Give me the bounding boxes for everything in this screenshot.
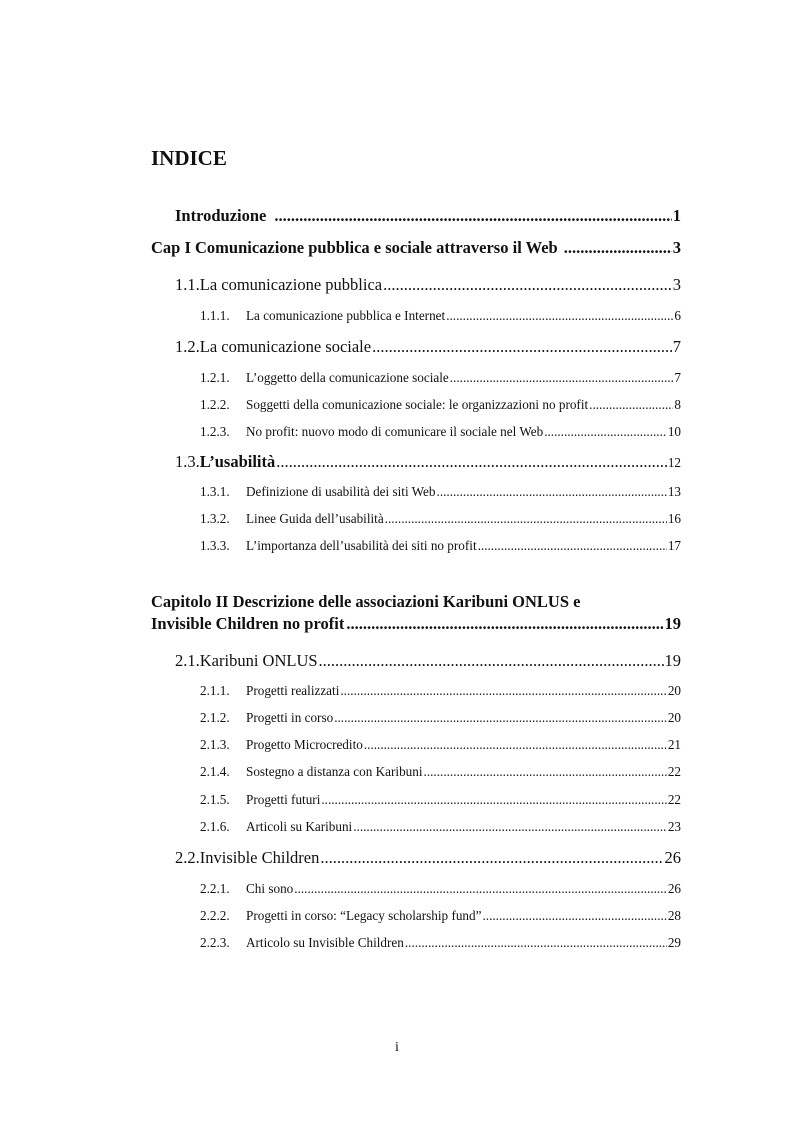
toc-entry-text: La comunicazione pubblica — [199, 275, 383, 294]
toc-entry-page: 26 — [667, 881, 681, 896]
toc-entry-2-1[interactable] — [175, 651, 681, 671]
toc-entry-section: 2.1. — [175, 651, 200, 670]
toc-leader-dots — [274, 206, 671, 226]
toc-leader-dots — [320, 848, 663, 868]
toc-entry-2-2-3[interactable] — [200, 935, 681, 951]
toc-entry-section: 1.2. — [175, 337, 200, 356]
toc-entry-1-2-1[interactable] — [200, 370, 681, 386]
toc-entry-text: No profit: nuovo modo di comunicare il sociale nel Web — [246, 424, 544, 439]
toc-entry-1-3-2[interactable] — [200, 511, 681, 527]
toc-entry-text: L’usabilità — [199, 452, 276, 471]
toc-entry-section: 1.1.1. — [200, 308, 230, 323]
toc-leader-dots — [383, 275, 672, 295]
toc-entry-text: Progetto Microcredito — [246, 737, 363, 752]
toc-entry-chapter-1[interactable] — [151, 238, 681, 258]
toc-entry-text: Linee Guida dell’usabilità — [246, 511, 384, 526]
toc-entry-text: Karibuni ONLUS — [199, 651, 318, 670]
toc-entry-page: 12 — [667, 455, 681, 470]
toc-entry-2-1-5[interactable] — [200, 792, 681, 808]
toc-leader-dots — [564, 238, 672, 258]
toc-entry-page: 6 — [674, 308, 681, 323]
toc-entry-text: Progetti realizzati — [246, 683, 340, 698]
toc-entry-page: 16 — [667, 511, 681, 526]
toc-leader-dots — [334, 710, 667, 726]
toc-entry-2-2-1[interactable] — [200, 881, 681, 897]
toc-entry-page: 21 — [667, 737, 681, 752]
toc-leader-dots — [385, 511, 667, 527]
toc-entry-page: 17 — [667, 538, 681, 553]
toc-leader-dots — [353, 819, 667, 835]
toc-entry-page: 3 — [672, 275, 681, 294]
toc-leader-dots — [405, 935, 667, 951]
toc-entry-page: 8 — [674, 397, 681, 412]
toc-entry-text: Progetti in corso — [246, 710, 334, 725]
toc-entry-chapter-2[interactable] — [151, 591, 681, 635]
toc-leader-dots — [346, 613, 662, 635]
toc-entry-text-line2: Invisible Children no profit — [151, 614, 345, 633]
toc-leader-dots — [446, 308, 673, 324]
toc-entry-page: 20 — [667, 710, 681, 725]
toc-entry-text: Invisible Children — [199, 848, 320, 867]
toc-entry-text: Chi sono — [246, 881, 294, 896]
toc-entry-page: 1 — [672, 206, 681, 225]
page-number: i — [395, 1040, 399, 1055]
toc-entry-text: Progetti in corso: “Legacy scholarship fund” — [246, 908, 482, 923]
toc-entry-page: 29 — [667, 935, 681, 950]
toc-leader-dots — [437, 484, 667, 500]
toc-entry-page: 7 — [674, 370, 681, 385]
toc-entry-1-3-3[interactable] — [200, 538, 681, 554]
toc-entry-1-3[interactable] — [175, 452, 681, 472]
toc-leader-dots — [321, 792, 666, 808]
toc-entry-2-2-2[interactable] — [200, 908, 681, 924]
toc-entry-2-1-3[interactable] — [200, 737, 681, 753]
toc-leader-dots — [319, 651, 664, 671]
toc-entry-section: 2.2.1. — [200, 881, 230, 896]
page-title: INDICE — [151, 146, 227, 170]
toc-entry-text: Definizione di usabilità dei siti Web — [246, 484, 436, 499]
toc-entry-text: La comunicazione pubblica e Internet — [246, 308, 446, 323]
toc-entry-page: 13 — [667, 484, 681, 499]
toc-entry-1-3-1[interactable] — [200, 484, 681, 500]
toc-entry-introduzione[interactable] — [175, 206, 681, 226]
toc-entry-page: 19 — [664, 614, 681, 633]
toc-entry-page: 7 — [672, 337, 681, 356]
toc-entry-2-1-4[interactable] — [200, 764, 681, 780]
toc-entry-page: 23 — [667, 819, 681, 834]
toc-entry-section: 2.1.1. — [200, 683, 230, 698]
toc-entry-section: 2.1.4. — [200, 764, 230, 779]
toc-leader-dots — [340, 683, 666, 699]
toc-leader-dots — [424, 764, 667, 780]
toc-entry-2-1-2[interactable] — [200, 710, 681, 726]
toc-entry-2-1-1[interactable] — [200, 683, 681, 699]
toc-entry-text-line1: Capitolo II Descrizione delle associazioni Karibuni ONLUS e — [151, 592, 581, 611]
toc-leader-dots — [482, 908, 666, 924]
toc-entry-page: 3 — [672, 238, 681, 257]
toc-entry-text: Introduzione — [175, 206, 267, 225]
toc-entry-section: 1.2.2. — [200, 397, 230, 412]
toc-entry-section: 2.2.2. — [200, 908, 230, 923]
toc-entry-text: Articoli su Karibuni — [246, 819, 353, 834]
toc-entry-text: Cap I Comunicazione pubblica e sociale attraverso il Web — [151, 238, 558, 257]
toc-entry-text: L’oggetto della comunicazione sociale — [246, 370, 449, 385]
toc-entry-page: 22 — [667, 792, 681, 807]
toc-entry-section: 1.1. — [175, 275, 200, 294]
toc-leader-dots — [276, 452, 667, 472]
toc-entry-2-2[interactable] — [175, 848, 681, 868]
toc-leader-dots — [544, 424, 667, 440]
toc-entry-page: 10 — [667, 424, 681, 439]
toc-entry-section: 2.1.2. — [200, 710, 230, 725]
toc-leader-dots — [372, 337, 672, 357]
toc-entry-section: 2.1.5. — [200, 792, 230, 807]
toc-leader-dots — [450, 370, 674, 386]
toc-entry-section: 1.2.1. — [200, 370, 230, 385]
toc-entry-1-2-2[interactable] — [200, 397, 681, 413]
toc-entry-1-1[interactable] — [175, 275, 681, 295]
toc-entry-page: 28 — [667, 908, 681, 923]
toc-entry-page: 26 — [664, 848, 681, 867]
toc-entry-2-1-6[interactable] — [200, 819, 681, 835]
toc-entry-text: Progetti futuri — [246, 792, 321, 807]
toc-leader-dots — [364, 737, 667, 753]
toc-entry-section: 1.3.2. — [200, 511, 230, 526]
toc-entry-section: 2.2.3. — [200, 935, 230, 950]
toc-entry-section: 2.2. — [175, 848, 200, 867]
toc-entry-page: 19 — [664, 651, 681, 670]
toc-entry-text: Sostegno a distanza con Karibuni — [246, 764, 423, 779]
toc-entry-section: 1.2.3. — [200, 424, 230, 439]
toc-leader-dots — [589, 397, 673, 413]
toc-entry-page: 22 — [667, 764, 681, 779]
toc-entry-section: 1.3.3. — [200, 538, 230, 553]
toc-entry-text: Soggetti della comunicazione sociale: le organizzazioni no profit — [246, 397, 589, 412]
toc-entry-section: 1.3. — [175, 452, 200, 471]
toc-entry-1-1-1[interactable] — [200, 308, 681, 324]
toc-entry-page: 20 — [667, 683, 681, 698]
toc-entry-1-2[interactable] — [175, 337, 681, 357]
toc-entry-section: 2.1.6. — [200, 819, 230, 834]
toc-entry-1-2-3[interactable] — [200, 424, 681, 440]
toc-entry-section: 2.1.3. — [200, 737, 230, 752]
toc-leader-dots — [294, 881, 667, 897]
toc-entry-text: Articolo su Invisible Children — [246, 935, 404, 950]
toc-leader-dots — [478, 538, 667, 554]
toc-entry-text: L’importanza dell’usabilità dei siti no profit — [246, 538, 477, 553]
toc-entry-section: 1.3.1. — [200, 484, 230, 499]
toc-entry-text: La comunicazione sociale — [199, 337, 372, 356]
